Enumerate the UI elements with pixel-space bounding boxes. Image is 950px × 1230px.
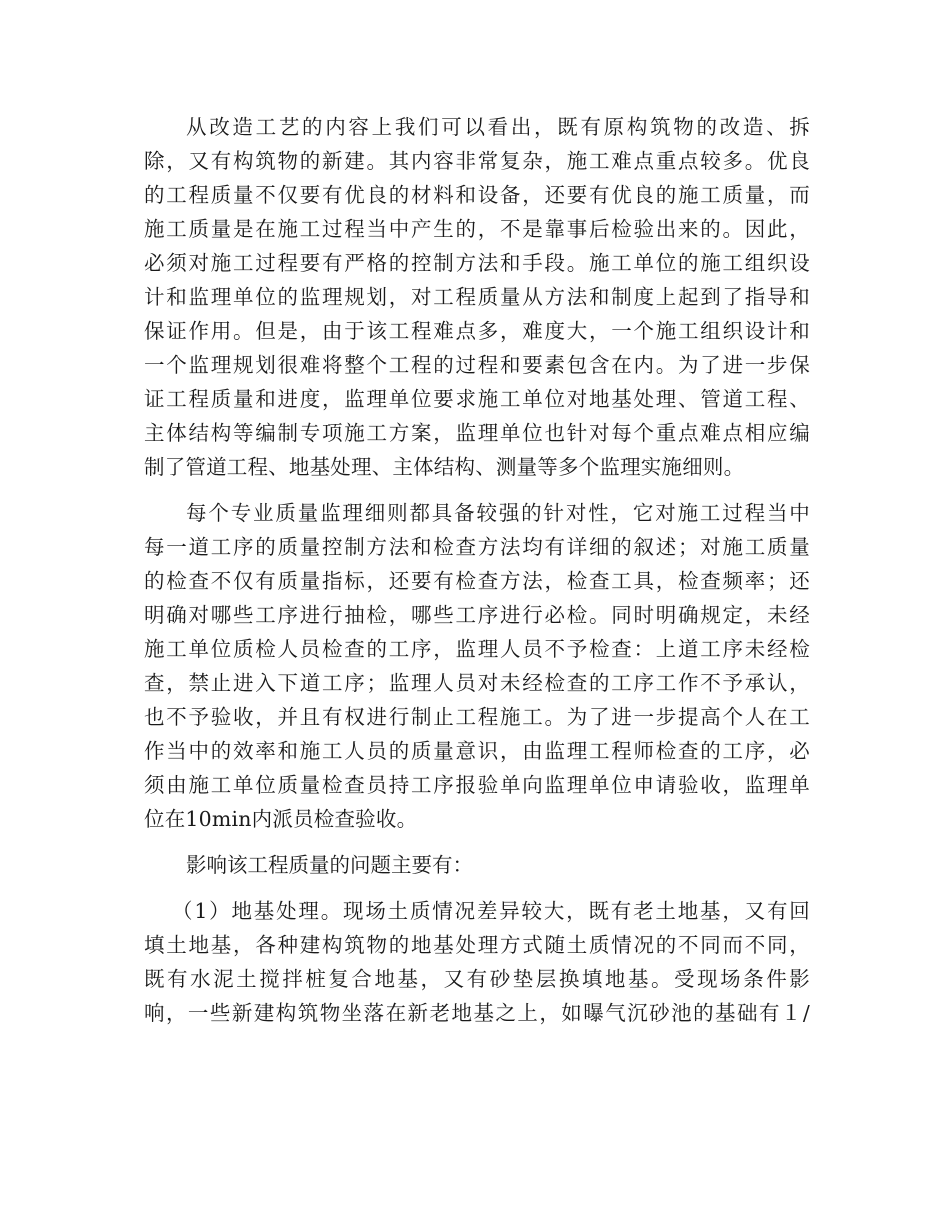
text-line: 制了管道工程、地基处理、主体结构、测量等多个监理实施细则。 xyxy=(144,455,745,479)
paragraph-3 xyxy=(144,848,810,882)
text-line: （1）地基处理。现场土质情况差异较大，既有老土地基，又有回 xyxy=(172,899,810,923)
text-line: 响，一些新建构筑物坐落在新老地基之上，如曝气沉砂池的基础有１/ xyxy=(144,1001,810,1025)
text-line: 的检查不仅有质量指标，还要有检查方法，检查工具，检查频率；还 xyxy=(144,569,810,593)
text-line: 施工单位质检人员检查的工序，监理人员不予检查：上道工序未经检 xyxy=(144,637,810,661)
text-line: 保证作用。但是，由于该工程难点多，难度大，一个施工组织设计和 xyxy=(144,319,810,343)
text-line: 既有水泥土搅拌桩复合地基，又有砂垫层换填地基。受现场条件影 xyxy=(144,967,810,991)
text-line: 每个专业质量监理细则都具备较强的针对性，它对施工过程当中 xyxy=(186,501,810,525)
text-line: 必须对施工过程要有严格的控制方法和手段。施工单位的施工组织设 xyxy=(144,251,810,275)
text-line: 每一道工序的质量控制方法和检查方法均有详细的叙述；对施工质量 xyxy=(144,535,810,559)
text-line: 影响该工程质量的问题主要有： xyxy=(186,853,473,877)
paragraph-spacer xyxy=(144,484,810,496)
paragraph-4 xyxy=(144,894,810,1030)
text-line: 计和监理单位的监理规划，对工程质量从方法和制度上起到了指导和 xyxy=(144,285,810,309)
document-page xyxy=(144,110,810,1030)
paragraph-spacer xyxy=(144,836,810,848)
text-line: 作当中的效率和施工人员的质量意识，由监理工程师检查的工序，必 xyxy=(144,739,810,763)
text-line: 的工程质量不仅要有优良的材料和设备，还要有优良的施工质量，而 xyxy=(144,183,810,207)
text-line: 也不予验收，并且有权进行制止工程施工。为了进一步提高个人在工 xyxy=(144,705,810,729)
text-line: 一个监理规划很难将整个工程的过程和要素包含在内。为了进一步保 xyxy=(144,353,810,377)
text-line: 施工质量是在施工过程当中产生的，不是靠事后检验出来的。因此， xyxy=(144,217,810,241)
paragraph-2 xyxy=(144,496,810,836)
text-line: 须由施工单位质量检查员持工序报验单向监理单位申请验收，监理单 xyxy=(144,773,810,797)
text-line: 从改造工艺的内容上我们可以看出，既有原构筑物的改造、拆 xyxy=(186,115,810,139)
text-line: 主体结构等编制专项施工方案，监理单位也针对每个重点难点相应编 xyxy=(144,421,810,445)
text-line: 明确对哪些工序进行抽检，哪些工序进行必检。同时明确规定，未经 xyxy=(144,603,810,627)
paragraph-spacer xyxy=(144,882,810,894)
text-line: 证工程质量和进度，监理单位要求施工单位对地基处理、管道工程、 xyxy=(144,387,810,411)
text-line: 查，禁止进入下道工序；监理人员对未经检查的工序工作不予承认， xyxy=(144,671,810,695)
text-line: 填土地基，各种建构筑物的地基处理方式随土质情况的不同而不同， xyxy=(144,933,810,957)
text-line: 位在10min内派员检查验收。 xyxy=(144,807,418,831)
paragraph-1 xyxy=(144,110,810,484)
text-line: 除，又有构筑物的新建。其内容非常复杂，施工难点重点较多。优良 xyxy=(144,149,810,173)
